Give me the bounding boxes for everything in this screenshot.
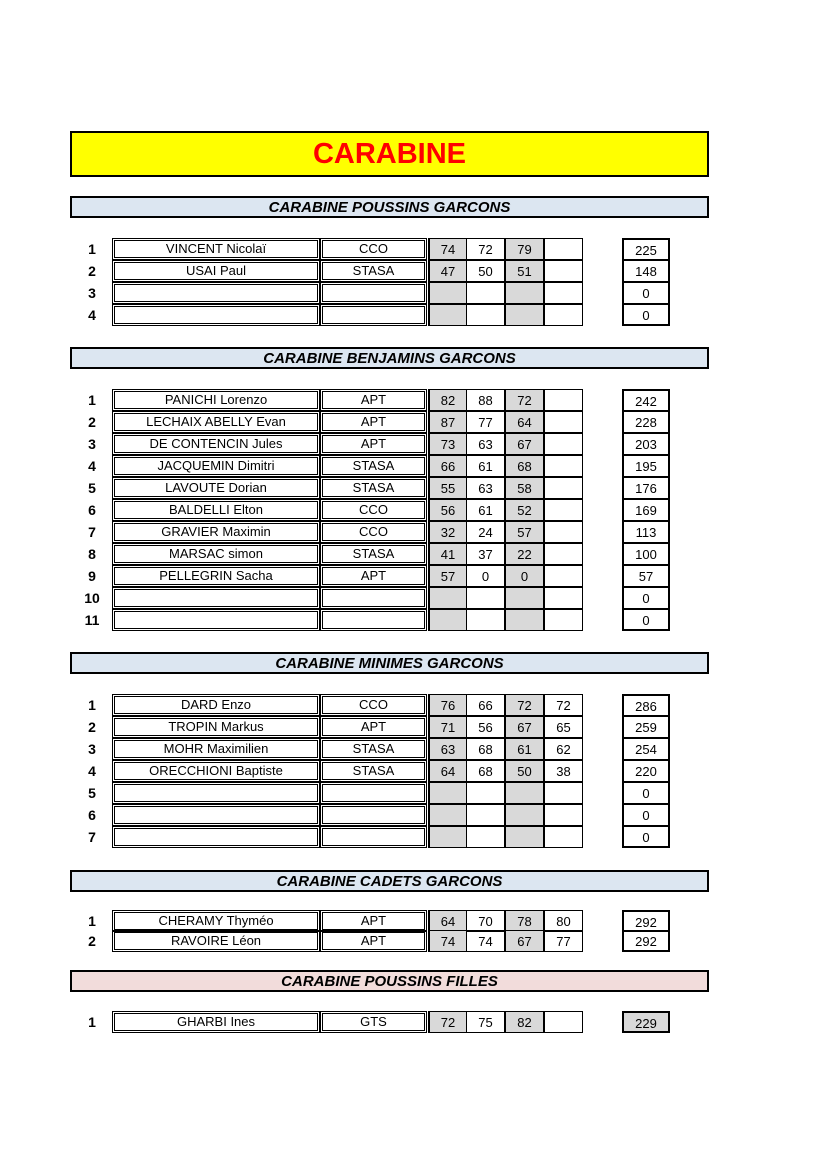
score-cell <box>544 477 583 499</box>
score-cell: 72 <box>505 389 544 411</box>
table-row <box>80 455 680 477</box>
table-row <box>80 411 680 433</box>
score-cell <box>544 1011 583 1033</box>
total-cell: 0 <box>622 304 670 326</box>
club-cell <box>320 282 427 304</box>
score-cell: 66 <box>428 455 467 477</box>
total-cell: 254 <box>622 738 670 760</box>
rank-cell: 2 <box>88 263 96 279</box>
rank-cell: 2 <box>88 719 96 735</box>
score-cell <box>544 433 583 455</box>
club-cell: APT <box>320 930 427 952</box>
total-cell: 229 <box>622 1011 670 1033</box>
score-cell: 74 <box>428 238 467 260</box>
table-row <box>80 694 680 716</box>
rank-cell: 2 <box>88 414 96 430</box>
score-cell: 80 <box>544 910 583 932</box>
total-cell: 228 <box>622 411 670 433</box>
score-cell: 61 <box>466 455 505 477</box>
rank-cell: 6 <box>88 807 96 823</box>
club-cell: CCO <box>320 238 427 260</box>
name-cell: JACQUEMIN Dimitri <box>112 455 320 477</box>
name-cell: ORECCHIONI Baptiste <box>112 760 320 782</box>
section-header: CARABINE CADETS GARCONS <box>70 870 709 892</box>
score-cell: 65 <box>544 716 583 738</box>
club-cell: STASA <box>320 455 427 477</box>
score-cell: 72 <box>544 694 583 716</box>
name-cell: LAVOUTE Dorian <box>112 477 320 499</box>
total-cell: 259 <box>622 716 670 738</box>
score-cell: 79 <box>505 238 544 260</box>
score-cell: 47 <box>428 260 467 282</box>
page-title-box <box>70 131 709 177</box>
rank-cell: 1 <box>88 241 96 257</box>
total-cell: 242 <box>622 389 670 411</box>
table-row <box>80 804 680 826</box>
score-cell <box>505 826 544 848</box>
score-cell: 56 <box>466 716 505 738</box>
club-cell <box>320 826 427 848</box>
score-cell: 64 <box>428 910 467 932</box>
score-cell: 88 <box>466 389 505 411</box>
name-cell: PANICHI Lorenzo <box>112 389 320 411</box>
rank-cell: 11 <box>84 612 100 628</box>
club-cell <box>320 304 427 326</box>
name-cell: BALDELLI Elton <box>112 499 320 521</box>
score-cell <box>428 782 467 804</box>
club-cell: STASA <box>320 738 427 760</box>
club-cell <box>320 782 427 804</box>
score-cell: 67 <box>505 433 544 455</box>
total-cell: 0 <box>622 826 670 848</box>
score-cell <box>544 782 583 804</box>
table-row <box>80 826 680 848</box>
table-row <box>80 477 680 499</box>
score-cell: 63 <box>466 477 505 499</box>
score-cell: 41 <box>428 543 467 565</box>
score-cell: 82 <box>428 389 467 411</box>
score-cell: 73 <box>428 433 467 455</box>
total-cell: 0 <box>622 282 670 304</box>
club-cell <box>320 587 427 609</box>
score-cell: 57 <box>505 521 544 543</box>
score-cell: 78 <box>505 910 544 932</box>
table-row <box>80 499 680 521</box>
score-cell: 72 <box>505 694 544 716</box>
club-cell: STASA <box>320 260 427 282</box>
score-cell: 76 <box>428 694 467 716</box>
rank-cell: 4 <box>88 307 96 323</box>
name-cell <box>112 304 320 326</box>
name-cell: PELLEGRIN Sacha <box>112 565 320 587</box>
table-row <box>80 1011 680 1033</box>
total-cell: 195 <box>622 455 670 477</box>
club-cell: APT <box>320 565 427 587</box>
score-cell <box>544 587 583 609</box>
score-cell: 71 <box>428 716 467 738</box>
score-cell: 0 <box>466 565 505 587</box>
total-cell: 0 <box>622 804 670 826</box>
rank-cell: 1 <box>88 1014 96 1030</box>
rank-cell: 10 <box>84 590 100 606</box>
score-cell: 64 <box>505 411 544 433</box>
section-header: CARABINE MINIMES GARCONS <box>70 652 709 674</box>
rank-cell: 8 <box>88 546 96 562</box>
club-cell: APT <box>320 389 427 411</box>
section-header: CARABINE POUSSINS GARCONS <box>70 196 709 218</box>
club-cell: CCO <box>320 521 427 543</box>
score-cell <box>544 411 583 433</box>
rank-cell: 9 <box>88 568 96 584</box>
score-cell: 24 <box>466 521 505 543</box>
score-cell <box>466 282 505 304</box>
table-row <box>80 389 680 411</box>
score-cell: 58 <box>505 477 544 499</box>
score-cell: 62 <box>544 738 583 760</box>
score-cell <box>544 282 583 304</box>
name-cell: LECHAIX ABELLY Evan <box>112 411 320 433</box>
club-cell: GTS <box>320 1011 427 1033</box>
score-cell <box>544 826 583 848</box>
name-cell: USAI Paul <box>112 260 320 282</box>
score-cell: 51 <box>505 260 544 282</box>
rank-cell: 2 <box>88 933 96 949</box>
score-cell: 74 <box>428 930 467 952</box>
total-cell: 176 <box>622 477 670 499</box>
score-cell: 72 <box>466 238 505 260</box>
score-cell: 72 <box>428 1011 467 1033</box>
total-cell: 203 <box>622 433 670 455</box>
name-cell: GRAVIER Maximin <box>112 521 320 543</box>
name-cell: VINCENT Nicolaï <box>112 238 320 260</box>
total-cell: 225 <box>622 238 670 260</box>
score-cell <box>544 543 583 565</box>
score-cell: 63 <box>466 433 505 455</box>
rank-cell: 1 <box>88 913 96 929</box>
total-cell: 292 <box>622 930 670 952</box>
score-cell: 70 <box>466 910 505 932</box>
score-cell <box>428 609 467 631</box>
club-cell: STASA <box>320 760 427 782</box>
score-cell <box>466 587 505 609</box>
table-row <box>80 716 680 738</box>
score-cell <box>466 304 505 326</box>
club-cell: APT <box>320 716 427 738</box>
score-cell: 55 <box>428 477 467 499</box>
score-cell: 61 <box>466 499 505 521</box>
score-cell: 68 <box>466 760 505 782</box>
score-cell <box>428 587 467 609</box>
score-cell: 22 <box>505 543 544 565</box>
score-cell <box>505 609 544 631</box>
table-row <box>80 760 680 782</box>
table-row <box>80 738 680 760</box>
score-cell: 68 <box>466 738 505 760</box>
score-cell <box>466 804 505 826</box>
section-header: CARABINE POUSSINS FILLES <box>70 970 709 992</box>
section-header: CARABINE BENJAMINS GARCONS <box>70 347 709 369</box>
table-row <box>80 609 680 631</box>
rank-cell: 5 <box>88 785 96 801</box>
table-row <box>80 304 680 326</box>
score-cell: 50 <box>505 760 544 782</box>
table-row <box>80 282 680 304</box>
score-cell: 57 <box>428 565 467 587</box>
score-cell: 77 <box>466 411 505 433</box>
score-cell: 67 <box>505 716 544 738</box>
club-cell: APT <box>320 411 427 433</box>
score-cell: 63 <box>428 738 467 760</box>
table-row <box>80 260 680 282</box>
total-cell: 286 <box>622 694 670 716</box>
club-cell: CCO <box>320 499 427 521</box>
name-cell: GHARBI Ines <box>112 1011 320 1033</box>
score-cell <box>428 826 467 848</box>
club-cell: CCO <box>320 694 427 716</box>
score-cell <box>466 826 505 848</box>
name-cell: CHERAMY Thyméo <box>112 910 320 932</box>
score-cell: 68 <box>505 455 544 477</box>
score-cell <box>544 304 583 326</box>
total-cell: 0 <box>622 609 670 631</box>
score-cell <box>544 609 583 631</box>
rank-cell: 7 <box>88 829 96 845</box>
club-cell <box>320 804 427 826</box>
table-row <box>80 238 680 260</box>
score-cell <box>466 782 505 804</box>
score-cell <box>505 782 544 804</box>
score-cell <box>544 565 583 587</box>
score-cell: 66 <box>466 694 505 716</box>
score-cell: 38 <box>544 760 583 782</box>
score-cell <box>428 282 467 304</box>
score-cell: 56 <box>428 499 467 521</box>
club-cell: STASA <box>320 477 427 499</box>
total-cell: 292 <box>622 910 670 932</box>
score-cell <box>544 238 583 260</box>
score-cell: 61 <box>505 738 544 760</box>
table-row <box>80 433 680 455</box>
score-cell: 0 <box>505 565 544 587</box>
total-cell: 0 <box>622 587 670 609</box>
total-cell: 100 <box>622 543 670 565</box>
score-cell <box>505 804 544 826</box>
score-cell <box>505 304 544 326</box>
score-cell <box>544 260 583 282</box>
page-title: CARABINE <box>312 137 467 170</box>
total-cell: 0 <box>622 782 670 804</box>
club-cell: STASA <box>320 543 427 565</box>
name-cell <box>112 587 320 609</box>
table-row <box>80 521 680 543</box>
name-cell: RAVOIRE Léon <box>112 930 320 952</box>
name-cell <box>112 782 320 804</box>
rank-cell: 6 <box>88 502 96 518</box>
rank-cell: 5 <box>88 480 96 496</box>
total-cell: 169 <box>622 499 670 521</box>
name-cell: TROPIN Markus <box>112 716 320 738</box>
name-cell <box>112 804 320 826</box>
rank-cell: 4 <box>88 458 96 474</box>
table-row <box>80 587 680 609</box>
total-cell: 148 <box>622 260 670 282</box>
table-row <box>80 782 680 804</box>
name-cell: MARSAC simon <box>112 543 320 565</box>
table-row <box>80 565 680 587</box>
score-cell: 77 <box>544 930 583 952</box>
score-cell <box>466 609 505 631</box>
rank-cell: 1 <box>88 392 96 408</box>
rank-cell: 3 <box>88 285 96 301</box>
name-cell: MOHR Maximilien <box>112 738 320 760</box>
score-cell: 52 <box>505 499 544 521</box>
score-cell <box>544 389 583 411</box>
score-cell <box>505 587 544 609</box>
score-cell: 74 <box>466 930 505 952</box>
rank-cell: 3 <box>88 741 96 757</box>
total-cell: 113 <box>622 521 670 543</box>
name-cell <box>112 826 320 848</box>
score-cell <box>428 804 467 826</box>
rank-cell: 4 <box>88 763 96 779</box>
score-cell: 87 <box>428 411 467 433</box>
total-cell: 220 <box>622 760 670 782</box>
score-cell: 32 <box>428 521 467 543</box>
score-cell <box>544 499 583 521</box>
score-cell <box>544 521 583 543</box>
rank-cell: 7 <box>88 524 96 540</box>
score-cell: 37 <box>466 543 505 565</box>
score-cell <box>505 282 544 304</box>
rank-cell: 3 <box>88 436 96 452</box>
club-cell: APT <box>320 433 427 455</box>
table-row <box>80 910 680 932</box>
score-cell: 75 <box>466 1011 505 1033</box>
rank-cell: 1 <box>88 697 96 713</box>
score-cell: 67 <box>505 930 544 952</box>
table-row <box>80 930 680 952</box>
club-cell <box>320 609 427 631</box>
name-cell <box>112 282 320 304</box>
score-cell: 50 <box>466 260 505 282</box>
table-row <box>80 543 680 565</box>
score-cell: 64 <box>428 760 467 782</box>
name-cell: DE CONTENCIN Jules <box>112 433 320 455</box>
club-cell: APT <box>320 910 427 932</box>
score-cell <box>544 804 583 826</box>
total-cell: 57 <box>622 565 670 587</box>
score-cell: 82 <box>505 1011 544 1033</box>
score-cell <box>544 455 583 477</box>
name-cell <box>112 609 320 631</box>
name-cell: DARD Enzo <box>112 694 320 716</box>
score-cell <box>428 304 467 326</box>
